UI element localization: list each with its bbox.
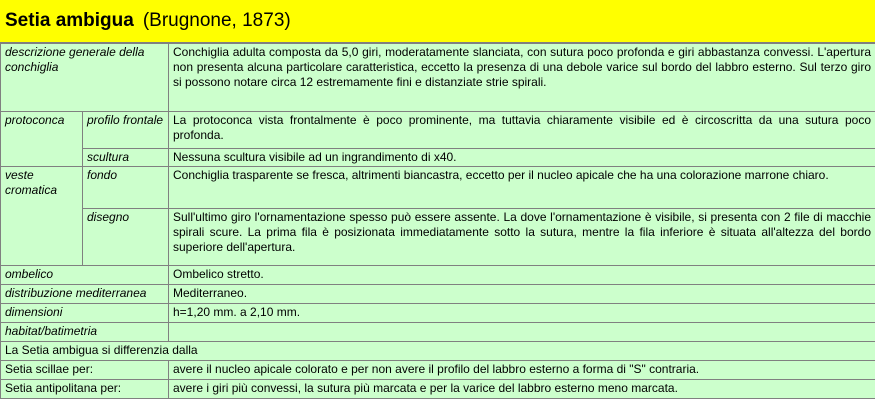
label-dimensioni: dimensioni xyxy=(1,304,169,323)
row-habitat xyxy=(1,323,875,342)
label-fondo: fondo xyxy=(83,167,169,209)
value-disegno: Sull'ultimo giro l'ornamentazione spesso può essere assente. La dove l'ornamentazione è visibile, si presenta con 2 file di macchie spirali scure. La prima fila è posizionata immediatamente sotto la sutura, mentre la fila inferiore è situata all'altezza del bordo superiore dell'apertura. xyxy=(169,209,875,266)
value-dimensioni: h=1,20 mm. a 2,10 mm. xyxy=(169,304,875,323)
species-author: (Brugnone, 1873) xyxy=(142,10,291,31)
label-protoconca: protoconca xyxy=(1,112,83,167)
row-ombelico xyxy=(1,266,875,285)
row-differenza-scillae xyxy=(1,361,875,380)
label-habitat: habitat/batimetria xyxy=(1,323,169,342)
value-setia-antipolitana: avere i giri più convessi, la sutura più marcata e per la varice del labbro esterno meno marcata. xyxy=(169,380,875,399)
value-ombelico: Ombelico stretto. xyxy=(169,266,875,285)
species-table xyxy=(0,43,875,399)
value-scultura: Nessuna scultura visibile ad un ingrandimento di x40. xyxy=(169,149,875,167)
value-profilo-frontale: La protoconca vista frontalmente è poco prominente, ma tuttavia chiaramente visibile ed è circoscritta da una sutura poco profonda. xyxy=(169,112,875,149)
row-distribuzione xyxy=(1,285,875,304)
species-name: Setia ambigua xyxy=(5,10,134,31)
row-veste-disegno xyxy=(1,209,875,266)
label-ombelico: ombelico xyxy=(1,266,169,285)
row-descrizione xyxy=(1,44,875,112)
label-veste-cromatica: veste cromatica xyxy=(1,167,83,266)
value-distribuzione: Mediterraneo. xyxy=(169,285,875,304)
value-fondo: Conchiglia trasparente se fresca, altrimenti biancastra, eccetto per il nucleo apicale che ha una colorazione marrone chiaro. xyxy=(169,167,875,209)
row-differenze-intro xyxy=(1,342,875,361)
label-profilo-frontale: profilo frontale xyxy=(83,112,169,149)
row-protoconca-profilo xyxy=(1,112,875,149)
value-setia-scillae: avere il nucleo apicale colorato e per non avere il profilo del labbro esterno a forma di "S" contraria. xyxy=(169,361,875,380)
differenze-intro: La Setia ambigua si differenzia dalla xyxy=(1,342,875,361)
row-dimensioni xyxy=(1,304,875,323)
value-habitat xyxy=(169,323,875,342)
value-descrizione: Conchiglia adulta composta da 5,0 giri, moderatamente slanciata, con sutura poco profonda e giri abbastanza convessi. L'apertura non presenta alcuna particolare caratteristica, eccetto la presenza di una debole varice sul bordo del labbro esterno. Sul terzo giro si possono notare circa 12 estremamente fini e distanziate strie spirali. xyxy=(169,44,875,112)
label-setia-antipolitana: Setia antipolitana per: xyxy=(1,380,169,399)
label-descrizione: descrizione generale della conchiglia xyxy=(1,44,169,112)
label-setia-scillae: Setia scillae per: xyxy=(1,361,169,380)
row-veste-fondo xyxy=(1,167,875,209)
row-differenza-antipolitana xyxy=(1,380,875,399)
label-disegno: disegno xyxy=(83,209,169,266)
row-protoconca-scultura xyxy=(1,149,875,167)
title-bar xyxy=(0,0,875,43)
label-scultura: scultura xyxy=(83,149,169,167)
label-distribuzione: distribuzione mediterranea xyxy=(1,285,169,304)
